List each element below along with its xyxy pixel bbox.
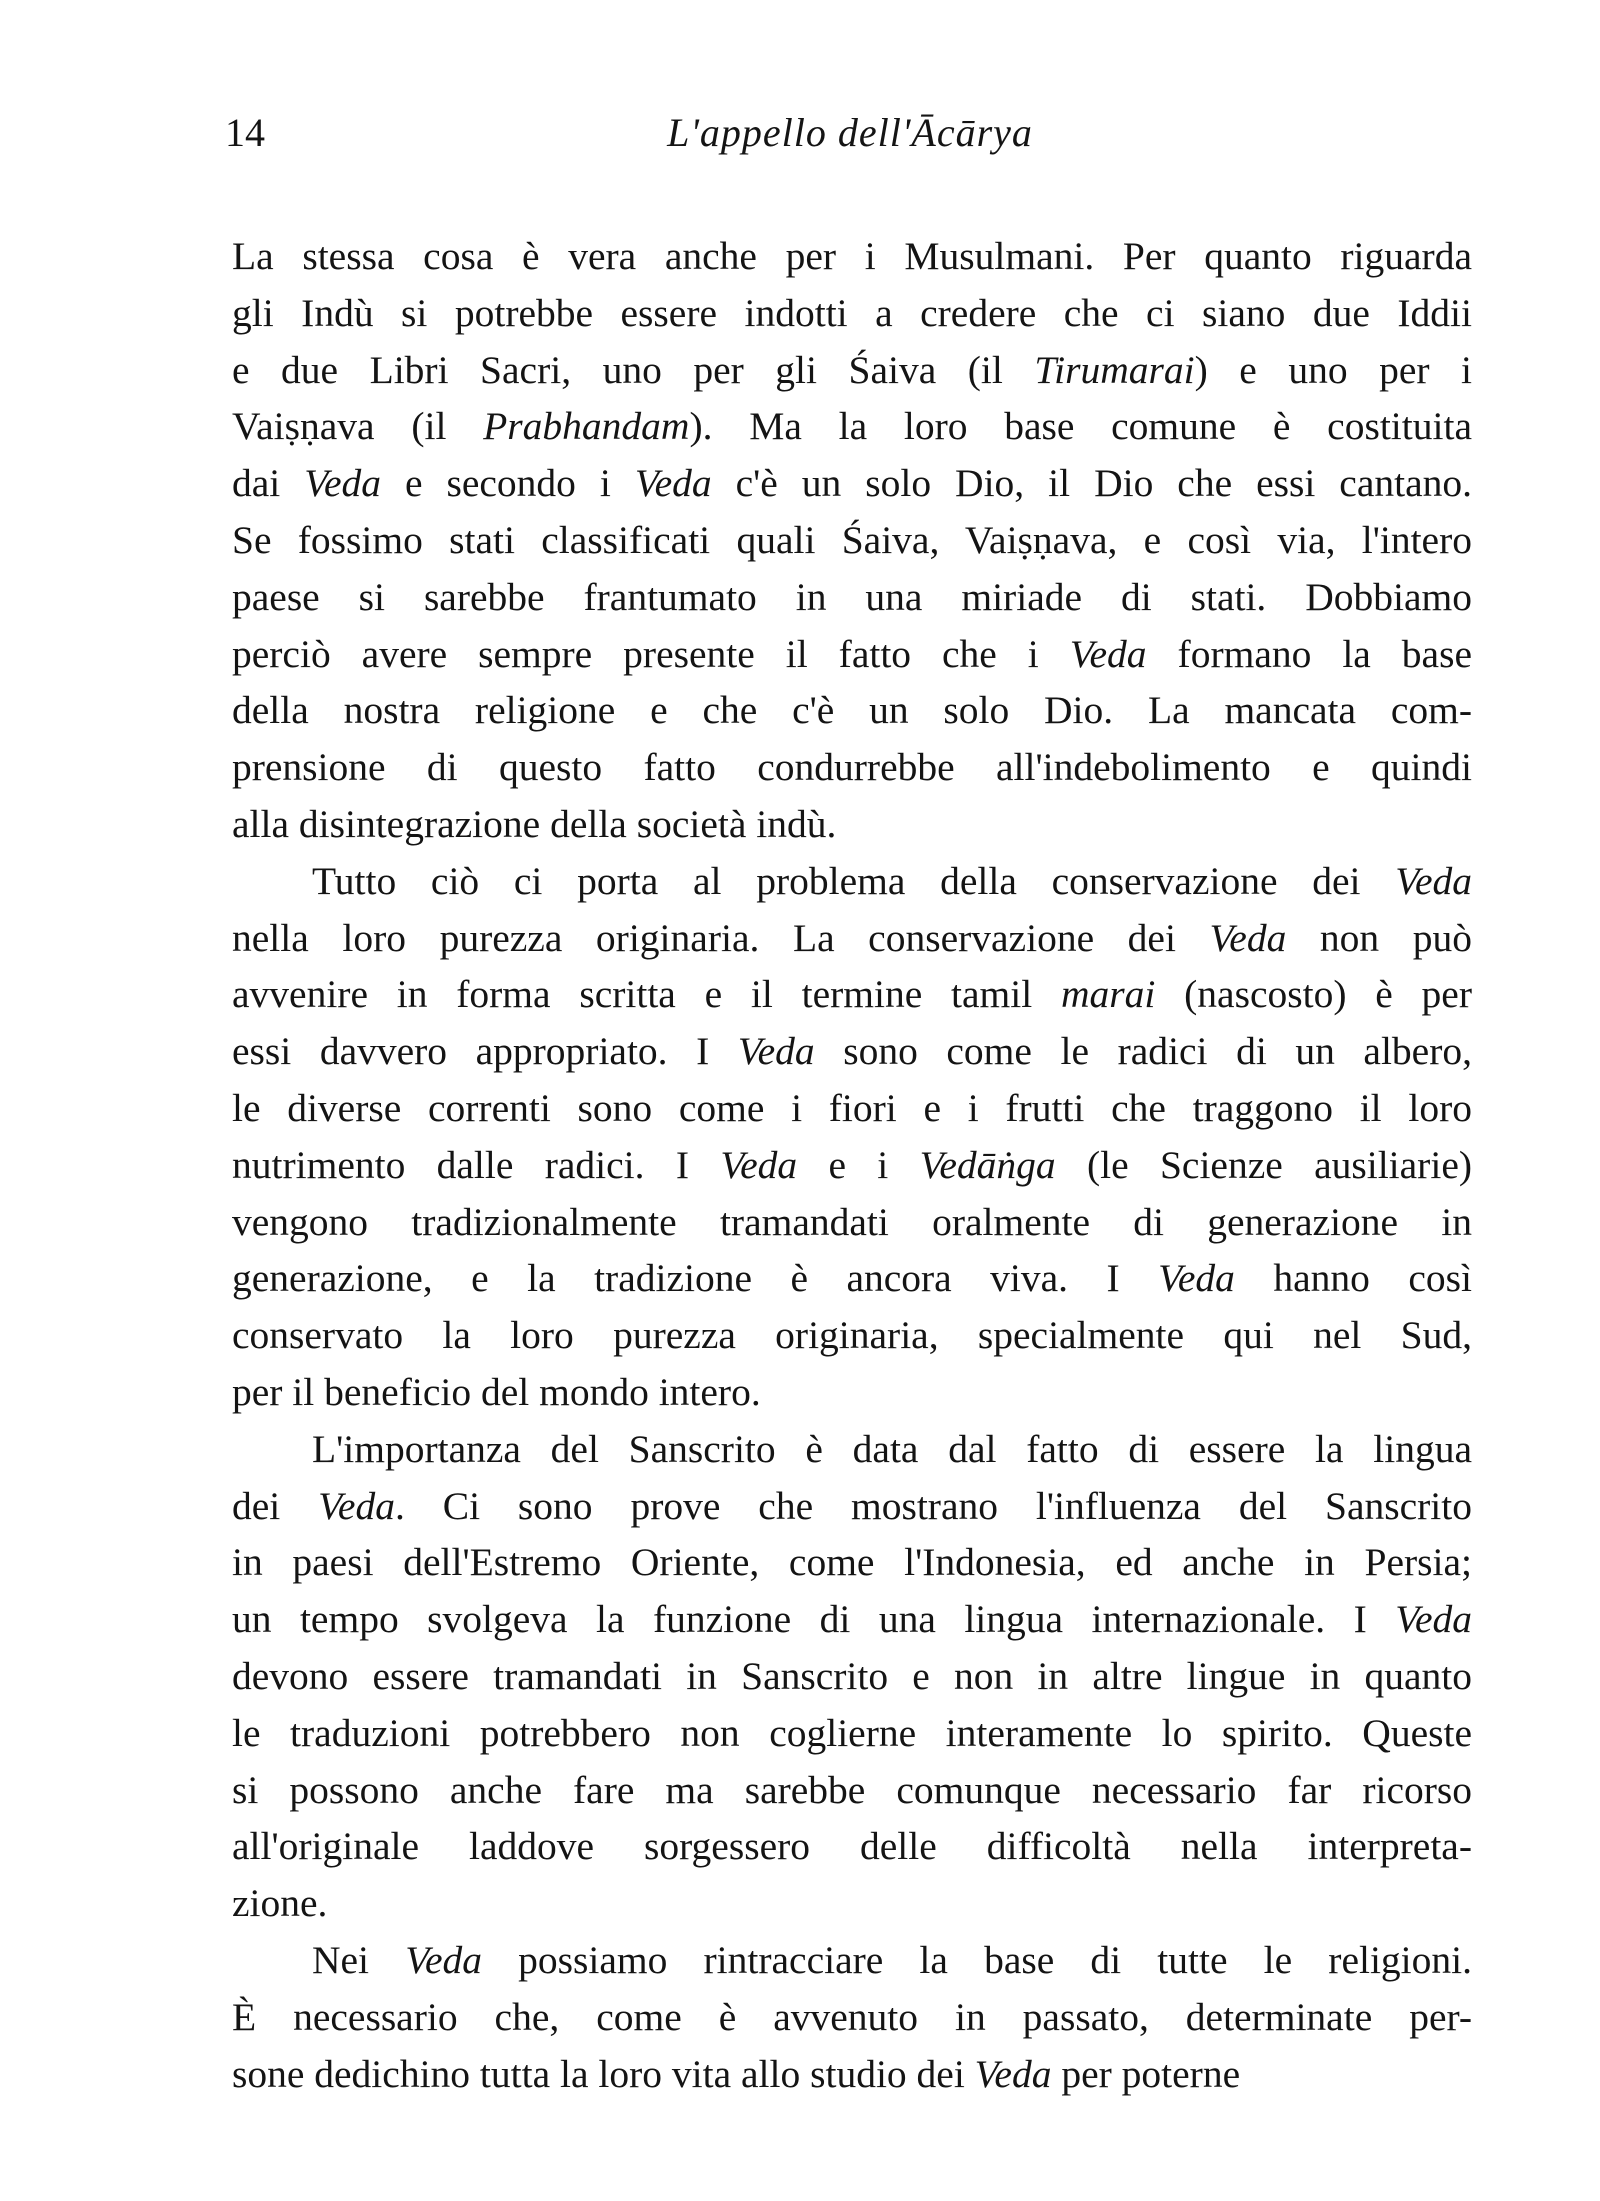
text-line	[232, 796, 1472, 853]
text-run: in paesi dell'Estremo Oriente, come l'Indonesia, ed anche in Persia;	[232, 1540, 1472, 1585]
text-line	[232, 1932, 1472, 1989]
text-run: dei	[232, 1483, 319, 1528]
italic-term: Veda	[1395, 858, 1472, 903]
text-run: e i	[797, 1142, 920, 1187]
text-line	[232, 910, 1472, 967]
italic-term: Veda	[304, 461, 382, 506]
text-run: ) e uno per i	[1194, 347, 1472, 392]
text-run: le traduzioni potrebbero non coglierne interamente lo spirito. Queste	[232, 1710, 1472, 1755]
paragraph	[232, 1932, 1472, 2102]
text-line	[232, 1137, 1472, 1194]
text-run: e due Libri Sacri, uno per gli Śaiva (il	[232, 347, 1035, 392]
text-run: c'è un solo Dio, il Dio che essi cantano.	[711, 461, 1472, 506]
italic-term: Veda	[1158, 1256, 1235, 1301]
text-run: ). Ma la loro base comune è costituita	[689, 404, 1472, 449]
text-line	[232, 569, 1472, 626]
text-run: paese si sarebbe frantumato in una miriade di stati. Dobbiamo	[232, 574, 1472, 619]
italic-term: Veda	[737, 1029, 815, 1074]
text-line	[232, 228, 1472, 285]
text-run: sone dedichino tutta la loro vita allo studio dei	[232, 2051, 975, 2096]
text-run: e secondo i	[381, 461, 635, 506]
text-line	[232, 1591, 1472, 1648]
paragraph	[232, 853, 1472, 1421]
italic-term: Veda	[318, 1483, 395, 1528]
text-line	[232, 1705, 1472, 1762]
italic-term: Veda	[974, 2051, 1052, 2096]
running-title: L'appello dell'Ācārya	[667, 110, 1033, 155]
text-line	[232, 966, 1472, 1023]
text-run: gli Indù si potrebbe essere indotti a credere che ci siano due Iddii	[232, 290, 1472, 335]
running-head	[225, 108, 1475, 158]
text-run: devono essere tramandati in Sanscrito e non in altre lingue in quanto	[232, 1653, 1472, 1698]
text-line	[232, 1250, 1472, 1307]
text-line	[232, 285, 1472, 342]
text-run: Vaiṣṇava (il	[232, 404, 484, 449]
text-run: essi davvero appropriato. I	[232, 1029, 738, 1074]
text-run: dai	[232, 461, 305, 506]
text-line	[232, 1875, 1472, 1932]
text-line	[232, 626, 1472, 683]
italic-term: Veda	[405, 1937, 482, 1982]
text-line	[232, 1023, 1472, 1080]
italic-term: Veda	[720, 1142, 798, 1187]
italic-term: Vedāṅga	[919, 1142, 1056, 1187]
text-run: sono come le radici di un albero,	[814, 1029, 1472, 1074]
text-run: (nascosto) è per	[1155, 972, 1472, 1017]
text-run: un tempo svolgeva la funzione di una lingua internazionale. I	[232, 1597, 1396, 1642]
text-run: È necessario che, come è avvenuto in passato, determinate per-	[232, 1994, 1472, 2039]
italic-term: Prabhandam	[483, 404, 690, 449]
italic-term: Veda	[1069, 631, 1147, 676]
italic-term: Veda	[1209, 915, 1287, 960]
text-run: zione.	[232, 1881, 328, 1926]
text-run: possiamo rintracciare la base di tutte le religioni.	[481, 1937, 1472, 1982]
text-line	[232, 1989, 1472, 2046]
text-run: prensione di questo fatto condurrebbe all'indebolimento e quindi	[232, 745, 1472, 790]
text-run: (le Scienze ausiliarie)	[1055, 1142, 1473, 1187]
text-run: vengono tradizionalmente tramandati oralmente di generazione in	[232, 1199, 1472, 1244]
paragraph	[232, 1421, 1472, 1932]
text-line	[232, 1534, 1472, 1591]
text-run: per il beneficio del mondo intero.	[232, 1369, 761, 1414]
text-line	[232, 512, 1472, 569]
page-number: 14	[225, 110, 265, 155]
text-line	[232, 739, 1472, 796]
italic-term: Veda	[634, 461, 712, 506]
text-line	[232, 1307, 1472, 1364]
text-run: conservato la loro purezza originaria, specialmente qui nel Sud,	[232, 1313, 1472, 1358]
text-run: formano la base	[1146, 631, 1472, 676]
text-run: Nei	[312, 1937, 406, 1982]
body-text	[232, 228, 1472, 2102]
text-line	[232, 1364, 1472, 1421]
text-run: della nostra religione e che c'è un solo Dio. La mancata com-	[232, 688, 1472, 733]
text-run: Se fossimo stati classificati quali Śaiva, Vaiṣṇava, e così via, l'intero	[232, 517, 1472, 562]
text-run: le diverse correnti sono come i fiori e i frutti che traggono il loro	[232, 1085, 1472, 1130]
text-run: non può	[1286, 915, 1473, 960]
text-line	[232, 342, 1472, 399]
text-run: avvenire in forma scritta e il termine tamil	[232, 972, 1061, 1017]
italic-term: Tirumarai	[1034, 347, 1195, 392]
text-line	[232, 455, 1472, 512]
text-run: La stessa cosa è vera anche per i Musulmani. Per quanto riguarda	[232, 234, 1472, 278]
text-run: L'importanza del Sanscrito è data dal fatto di essere la lingua	[312, 1426, 1472, 1471]
text-run: per poterne	[1051, 2051, 1241, 2096]
text-run: nutrimento dalle radici. I	[232, 1142, 721, 1187]
text-run: generazione, e la tradizione è ancora viva. I	[232, 1256, 1159, 1301]
text-run: perciò avere sempre presente il fatto che i	[232, 631, 1070, 676]
text-line	[232, 1194, 1472, 1251]
text-line	[232, 1421, 1472, 1478]
text-line	[232, 1478, 1472, 1535]
text-run: alla disintegrazione della società indù.	[232, 801, 837, 846]
italic-term: Veda	[1395, 1597, 1472, 1642]
italic-term: marai	[1061, 972, 1156, 1017]
text-line	[232, 2046, 1472, 2103]
text-line	[232, 1080, 1472, 1137]
text-run: . Ci sono prove che mostrano l'influenza del Sanscrito	[394, 1483, 1472, 1528]
text-line	[232, 1648, 1472, 1705]
text-line	[232, 1762, 1472, 1819]
text-line	[232, 398, 1472, 455]
text-line	[232, 682, 1472, 739]
text-run: Tutto ciò ci porta al problema della conservazione dei	[312, 858, 1396, 903]
text-line	[232, 853, 1472, 910]
text-run: hanno così	[1234, 1256, 1472, 1301]
text-run: nella loro purezza originaria. La conservazione dei	[232, 915, 1210, 960]
paragraph	[232, 228, 1472, 853]
text-line	[232, 1818, 1472, 1875]
text-run: all'originale laddove sorgessero delle difficoltà nella interpreta-	[232, 1824, 1472, 1869]
text-run: si possono anche fare ma sarebbe comunque necessario far ricorso	[232, 1767, 1472, 1812]
